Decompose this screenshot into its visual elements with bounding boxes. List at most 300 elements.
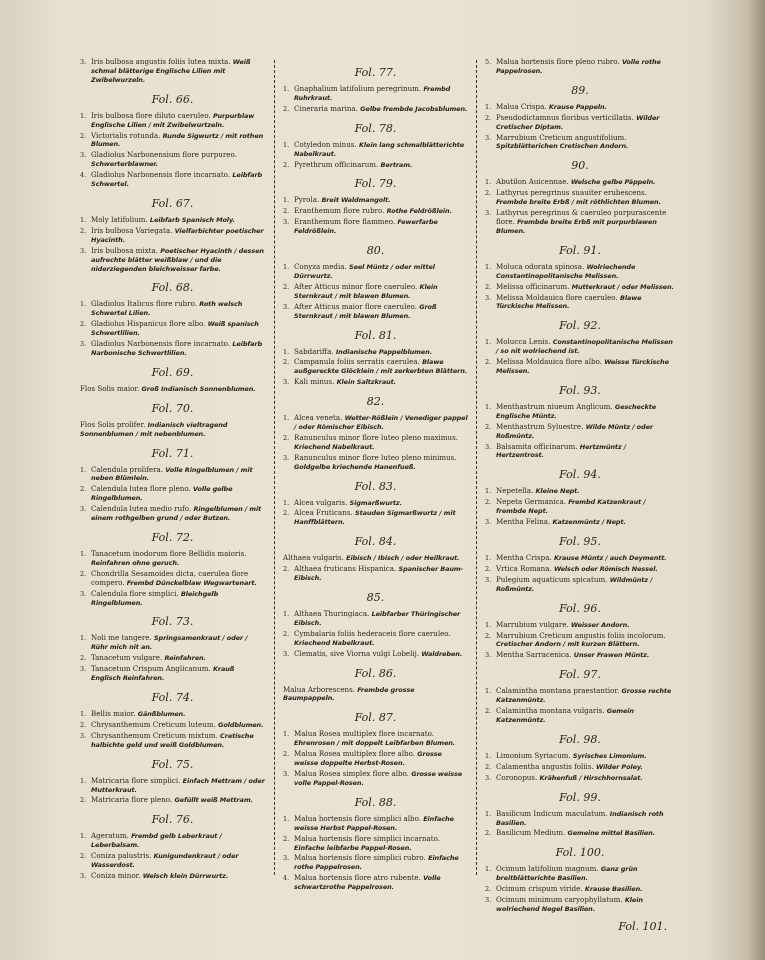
- plant-entry: [485, 209, 675, 236]
- folio-heading: Fol. 79.: [354, 177, 397, 191]
- column-1: [80, 58, 265, 883]
- column-2: [283, 58, 468, 894]
- folio-heading: Fol. 83.: [354, 479, 397, 493]
- plant-entry: [283, 730, 468, 748]
- folio-heading: Fol. 68.: [151, 281, 194, 295]
- page-edge-shadow: [747, 0, 765, 960]
- plant-entry: [80, 227, 265, 245]
- german-name: Weiß schmal blätterige Englische Lilien mit Zwibelwurzeln.: [91, 58, 251, 84]
- entry-number: 3.: [283, 302, 290, 311]
- plant-entry: [80, 710, 265, 719]
- latin-name: Calendula lutea flore pleno.: [91, 484, 194, 494]
- plant-entry: [80, 171, 265, 189]
- german-name: Cretische halbichte geld und weiß Goldblumen.: [91, 731, 254, 749]
- entry-number: 2.: [80, 654, 87, 663]
- plant-entry: [283, 630, 468, 648]
- latin-name: Basilicum Indicum maculatum.: [496, 808, 610, 818]
- entry-number: 3.: [283, 649, 290, 658]
- plant-entry: [80, 58, 265, 85]
- german-name: Krähenfuß / Hirschhornsalat.: [539, 773, 643, 782]
- latin-name: Melissa officinarum.: [496, 281, 572, 291]
- entry-number: 3.: [283, 769, 290, 778]
- entry-number: 1.: [283, 196, 290, 205]
- latin-name: Gladiolus Hispanicus flore albo.: [91, 319, 208, 329]
- entry-number: 3.: [283, 453, 290, 462]
- plant-entry: [485, 565, 675, 574]
- entry-number: 2.: [283, 565, 290, 574]
- german-name: Welsche gelbe Päppeln.: [570, 178, 656, 187]
- latin-name: Coniza palustris.: [91, 851, 154, 861]
- plant-entry: [283, 85, 468, 103]
- plant-entry: [80, 505, 265, 523]
- german-name: Stauden Sigmarßwurtz / mit Hanffblättern.: [294, 509, 456, 527]
- plant-entry: [283, 303, 468, 321]
- entry-number: 2.: [283, 629, 290, 638]
- plant-entry: [485, 283, 675, 292]
- plant-entry: [485, 498, 675, 516]
- plant-entry: [80, 216, 265, 225]
- entry-number: 1.: [283, 498, 290, 507]
- entry-number: 3.: [485, 518, 492, 527]
- latin-name: Clematis, sive Viorna vulgi Lobelij.: [294, 648, 422, 658]
- german-name: Klein lang schmalblätterichte Nabelkraut.: [294, 140, 465, 158]
- plant-entry: [80, 132, 265, 150]
- latin-name: Althaea fruticans Hispanica.: [294, 564, 399, 574]
- german-name: Frembd Dünckelblaw Wegwartenart.: [126, 578, 257, 587]
- entry-number: 1.: [485, 102, 492, 111]
- german-name: Roth welsch Schwertel Lilien.: [91, 300, 243, 318]
- plant-entry: [485, 134, 675, 152]
- latin-name: Campanula foliis serratis caerulea.: [294, 357, 423, 367]
- entry-number: 2.: [283, 358, 290, 367]
- entry-number: 2.: [485, 113, 492, 122]
- folio-heading: Fol. 87.: [354, 711, 397, 725]
- latin-name: Malua hortensis flore simplici albo.: [294, 813, 424, 823]
- latin-name: Melissa Moldauica flore albo.: [496, 357, 605, 367]
- german-name: Hertzmüntz / Hertzentrost.: [496, 442, 627, 460]
- folio-heading: Fol. 101.: [618, 919, 667, 933]
- german-name: Weiß spanisch Schwertlilien.: [91, 320, 259, 338]
- latin-name: Ocimum minimum caryophyllatum.: [496, 895, 625, 905]
- latin-name: Vrtica Romana.: [496, 563, 554, 573]
- german-name: Krause Müntz / auch Deymentt.: [553, 554, 667, 562]
- latin-name: Gladiolus Narbonensis flore incarnato.: [91, 170, 233, 180]
- plant-entry: [485, 263, 675, 281]
- entry-number: 1.: [485, 262, 492, 271]
- german-name: Reinfahren.: [164, 654, 206, 663]
- folio-heading: 85.: [366, 591, 385, 604]
- entry-number: 3.: [283, 218, 290, 227]
- folio-heading: Fol. 100.: [555, 846, 605, 860]
- entry-number: 2.: [283, 104, 290, 113]
- plant-entry: [283, 854, 468, 872]
- entry-number: 3.: [80, 151, 87, 160]
- latin-name: Pyrethrum officinarum.: [294, 159, 381, 169]
- plant-entry: [283, 105, 468, 114]
- entry-number: 3.: [80, 58, 87, 66]
- latin-name: Lathyrus peregrinus suauiter erubescens.: [496, 188, 647, 198]
- latin-name: Coniza minor.: [91, 870, 143, 880]
- german-name: Runde Sigwurtz / mit rothen Blumen.: [91, 131, 264, 149]
- folio-heading: Fol. 98.: [559, 732, 601, 746]
- german-name: Frembd Ruhrkraut.: [294, 85, 451, 102]
- german-name: Einfache leibfarbe Pappel-Rosen.: [294, 843, 412, 852]
- latin-name: Malua Rosea simplex flore albo.: [294, 768, 412, 778]
- latin-name: Chrysanthemum Creticum mixtum.: [91, 730, 221, 740]
- german-name: Spitzblätterichen Cretischen Andorn.: [496, 142, 629, 151]
- german-name: Groß Indianisch Sonnenblumen.: [141, 384, 256, 393]
- folio-heading: 82.: [366, 395, 385, 409]
- entry-number: 2.: [283, 433, 290, 442]
- latin-name: Mentha Crispa.: [496, 553, 554, 562]
- german-name: Goldblumen.: [218, 720, 264, 729]
- german-name: Constantinopolitanische Melissen / so nit wolriechend ist.: [496, 338, 673, 356]
- plant-entry: [283, 770, 468, 788]
- latin-name: Flos Solis prolifer.: [80, 419, 148, 429]
- plant-entry: [283, 414, 468, 432]
- plant-entry: [283, 196, 468, 205]
- entry-number: 1.: [283, 814, 290, 823]
- plant-entry: [485, 774, 675, 783]
- folio-heading: Fol. 88.: [354, 795, 397, 809]
- entry-number: 3.: [485, 896, 492, 905]
- german-name: Gescheckte Englische Müntz.: [496, 402, 657, 420]
- entry-number: 2.: [485, 631, 492, 640]
- german-name: Indianisch vieltragend Sonnenblumen / mit nebenblumen.: [80, 420, 228, 438]
- folio-heading: Fol. 95.: [559, 535, 601, 548]
- plant-entry: [80, 151, 265, 169]
- german-name: Klein Sternkraut / mit blawen Blumen.: [294, 282, 438, 300]
- entry-number: 2.: [80, 796, 87, 805]
- plant-entry: [80, 852, 265, 870]
- plant-entry: [485, 189, 675, 207]
- german-name: Gelbe frembde Jacobsblumen.: [360, 104, 468, 113]
- entry-number: 2.: [80, 720, 87, 729]
- german-name: Volle schwartzrothe Pappelrosen.: [294, 874, 441, 892]
- german-name: Volle Ringelblumen / mit neben Blümlein.: [91, 465, 253, 483]
- plant-entry: [485, 358, 675, 376]
- latin-name: Tanacetum vulgare.: [91, 653, 165, 663]
- german-name: Gefüllt weiß Mettram.: [174, 796, 253, 805]
- entry-number: 1.: [283, 347, 290, 356]
- latin-name: Coronopus.: [496, 772, 540, 782]
- plant-entry: [485, 621, 675, 630]
- latin-name: Calendula lutea medio rufo.: [91, 504, 194, 514]
- plant-entry: [485, 103, 675, 112]
- latin-name: Cymbalaria foliis hederaceis flore caeruleo.: [294, 628, 451, 638]
- entry-number: 2.: [80, 226, 87, 235]
- entry-number: 2.: [485, 829, 492, 838]
- entry-number: 3.: [485, 209, 492, 218]
- entry-number: 5.: [485, 58, 492, 66]
- entry-number: 1.: [283, 263, 290, 272]
- entry-number: 3.: [80, 871, 87, 880]
- plant-entry: [283, 554, 468, 563]
- german-name: Breit Waldmangolt.: [321, 196, 391, 205]
- german-name: Ringelblumen / mit einem rothgelben grund / oder Butzen.: [91, 505, 262, 523]
- latin-name: Malua hortensis flore simplici rubro.: [294, 853, 429, 863]
- folio-heading: 89.: [571, 83, 589, 97]
- latin-name: Malua Crispa.: [496, 101, 549, 111]
- german-name: Gemeine mittel Basilien.: [567, 829, 656, 838]
- german-name: Goldgelbe kriechende Hanenfueß.: [294, 462, 416, 471]
- latin-name: Pyrola.: [294, 195, 322, 205]
- latin-name: Calamintha montana vulgaris.: [496, 706, 607, 716]
- plant-entry: [485, 810, 675, 828]
- plant-entry: [485, 403, 675, 421]
- latin-name: Iris bulbosa flore diluto caeruleo.: [91, 110, 214, 120]
- plant-entry: [283, 499, 468, 508]
- entry-number: 3.: [485, 575, 492, 584]
- german-name: Ehrenrosen / mit doppelt Leibfarben Blumen.: [294, 739, 456, 748]
- german-name: Ganz grün breitblätterichte Basilien.: [496, 865, 638, 883]
- plant-entry: [283, 141, 468, 159]
- folio-heading: Fol. 66.: [151, 92, 194, 106]
- entry-number: 2.: [485, 422, 492, 431]
- folio-heading: Fol. 81.: [354, 328, 397, 342]
- plant-entry: [485, 338, 675, 356]
- entry-number: 2.: [485, 358, 492, 367]
- latin-name: Abutilon Auicennae.: [496, 177, 571, 187]
- plant-entry: [485, 651, 675, 660]
- german-name: Weisse Türckische Melissen.: [496, 358, 669, 376]
- entry-number: 2.: [485, 707, 492, 716]
- entry-number: 2.: [283, 834, 290, 843]
- latin-name: Iris bulbosa Variegata.: [91, 225, 175, 235]
- latin-name: Pseudodictamnus floribus verticillatis.: [496, 112, 637, 122]
- entry-number: 2.: [80, 852, 87, 861]
- latin-name: Balsamita officinarum.: [496, 441, 580, 451]
- entry-number: 1.: [485, 865, 492, 874]
- plant-entry: [283, 874, 468, 892]
- folio-heading: Fol. 76.: [151, 813, 194, 827]
- german-name: Gänßblumen.: [137, 709, 186, 718]
- latin-name: Noli me tangere.: [91, 633, 154, 643]
- entry-number: 1.: [283, 140, 290, 149]
- entry-number: 2.: [485, 282, 492, 291]
- latin-name: Tanacetum Crispum Anglicanum.: [91, 664, 213, 674]
- latin-name: Pulegium aquaticum spicatum.: [496, 574, 610, 584]
- folio-heading: Fol. 74.: [151, 690, 194, 704]
- plant-entry: [283, 283, 468, 301]
- latin-name: Gladiolus Italicus flore rubro.: [91, 299, 200, 309]
- german-name: Waldreben.: [421, 649, 463, 658]
- plant-entry: [80, 550, 265, 568]
- plant-entry: [485, 58, 675, 76]
- plant-entry: [283, 650, 468, 659]
- plant-entry: [80, 590, 265, 608]
- entry-number: 2.: [485, 498, 492, 507]
- german-name: Indianisch roth Basilien.: [496, 809, 664, 827]
- plant-entry: [283, 835, 468, 853]
- entry-number: 3.: [80, 340, 87, 349]
- entry-number: 3.: [485, 773, 492, 782]
- entry-number: 2.: [283, 750, 290, 759]
- latin-name: Basilicum Medium.: [496, 828, 568, 838]
- latin-name: Cotyledon minus.: [294, 139, 359, 149]
- entry-number: 3.: [80, 589, 87, 598]
- plant-entry: [485, 632, 675, 650]
- entry-number: 3.: [80, 505, 87, 514]
- german-name: Gemein Katzenmüntz.: [496, 707, 634, 724]
- entry-number: 3.: [80, 665, 87, 674]
- german-name: Frembd gelb Leberkraut / Leberbalsam.: [91, 832, 222, 850]
- german-name: Kunigundenkraut / oder Wasserdost.: [91, 852, 239, 870]
- plant-entry: [485, 443, 675, 461]
- entry-number: 1.: [80, 709, 87, 718]
- latin-name: Malua Arborescens.: [283, 684, 358, 694]
- latin-name: Kali minus.: [294, 377, 337, 387]
- german-name: Syrisches Limonium.: [572, 751, 647, 760]
- plant-entry: [80, 721, 265, 730]
- folio-heading: Fol. 99.: [559, 790, 601, 804]
- latin-name: Calendula flore simplici.: [91, 588, 181, 598]
- folio-heading: Fol. 69.: [151, 365, 194, 379]
- entry-number: 3.: [283, 378, 290, 387]
- latin-name: Marrubium Creticum angustifolium.: [496, 132, 627, 142]
- latin-name: Calamentha angustis foliis.: [496, 761, 596, 771]
- entry-number: 1.: [485, 620, 492, 629]
- german-name: Cretischer Andorn / mit kurzen Blättern.: [496, 640, 640, 649]
- german-name: Grosse weisse volle Pappel-Rosen.: [294, 769, 463, 787]
- plant-entry: [80, 340, 265, 358]
- entry-number: 2.: [485, 564, 492, 573]
- folio-heading: Fol. 72.: [151, 531, 194, 544]
- german-name: Grosse rechte Katzenmüntz.: [496, 687, 672, 705]
- latin-name: Flos Solis maior.: [80, 383, 142, 393]
- latin-name: Lathyrus peregrinus & caeruleo purpurascente flore.: [496, 208, 667, 226]
- german-name: Wilder Poley.: [595, 762, 643, 771]
- latin-name: Marrubium Creticum angustis foliis incolorum.: [496, 630, 666, 640]
- german-name: Kriechend Nabelkraut.: [294, 638, 375, 647]
- plant-entry: [485, 687, 675, 705]
- latin-name: Chrysanthemum Creticum luteum.: [91, 719, 219, 729]
- entry-number: 3.: [485, 442, 492, 451]
- entry-number: 3.: [485, 651, 492, 660]
- latin-name: Ocimum crispum viride.: [496, 884, 585, 894]
- latin-name: Calamintha montana praestantior.: [496, 686, 622, 696]
- entry-number: 1.: [283, 610, 290, 618]
- folio-heading: Fol. 77.: [354, 66, 397, 79]
- entry-number: 2.: [485, 189, 492, 198]
- plant-entry: [485, 487, 675, 496]
- latin-name: Moluca odorata spinosa.: [496, 261, 587, 271]
- german-name: Wilder Cretischer Diptam.: [496, 113, 660, 131]
- plant-entry: [283, 378, 468, 387]
- entry-number: 2.: [80, 320, 87, 329]
- latin-name: Nepeta Germanica.: [496, 497, 569, 507]
- plant-entry: [80, 732, 265, 750]
- german-name: Kleine Nept.: [535, 487, 580, 496]
- entry-number: 3.: [485, 293, 492, 302]
- latin-name: After Atticus maior flore caeruleo.: [294, 301, 420, 311]
- folio-heading: Fol. 84.: [354, 535, 397, 549]
- folio-heading: Fol. 96.: [559, 601, 601, 615]
- plant-entry: [485, 423, 675, 441]
- plant-entry: [80, 421, 265, 439]
- latin-name: Matricaria flore simplici.: [91, 775, 183, 785]
- german-name: Krause Pappeln.: [548, 102, 607, 111]
- plant-entry: [485, 752, 675, 761]
- folio-heading: Fol. 97.: [559, 668, 601, 682]
- entry-number: 2.: [283, 160, 290, 169]
- german-name: Welsch klein Dürrwurtz.: [142, 871, 229, 880]
- plant-entry: [80, 872, 265, 881]
- plant-entry: [80, 485, 265, 503]
- german-name: Eibisch / Ibisch / oder Heilkraut.: [346, 554, 460, 563]
- german-name: Einfach Mettram / oder Mutterkraut.: [91, 776, 265, 794]
- entry-number: 2.: [80, 569, 87, 578]
- plant-entry: [485, 865, 675, 883]
- german-name: Kriechend Nabelkraut.: [294, 442, 375, 451]
- german-name: Katzenmüntz / Nept.: [552, 518, 626, 527]
- latin-name: Iris bulbosa angustis foliis lutea mixta.: [91, 57, 233, 66]
- plant-entry: [80, 466, 265, 484]
- latin-name: Conyza media.: [294, 262, 349, 272]
- entry-number: 1.: [485, 554, 492, 562]
- german-name: Schwerterblawner.: [91, 160, 158, 169]
- folio-heading: Fol. 86.: [354, 666, 397, 680]
- plant-entry: [80, 320, 265, 338]
- latin-name: Moly latifolium.: [91, 214, 150, 224]
- latin-name: Matricaria flore pleno.: [91, 795, 175, 805]
- plant-entry: [283, 750, 468, 768]
- german-name: Purpurblaw Englische Lilien / mit Zwibelwurtzeln.: [91, 111, 255, 129]
- latin-name: Gladiolus Narbonensium flore purpureo.: [91, 150, 237, 160]
- column-rule-left: [274, 60, 275, 875]
- folio-heading: 80.: [366, 244, 385, 258]
- latin-name: Malua hortensis flore atro rubente.: [294, 873, 424, 883]
- plant-entry: [80, 777, 265, 795]
- german-name: Mutterkraut / oder Melissen.: [571, 282, 674, 291]
- german-name: Wildmüntz / Roßmüntz.: [496, 575, 653, 593]
- latin-name: Malua Rosea multiplex flore albo.: [294, 749, 418, 759]
- latin-name: Ranunculus minor flore luteo pleno minimus.: [294, 452, 457, 462]
- german-name: Wilde Müntz / oder Roßmüntz.: [496, 422, 654, 440]
- column-rule-right: [476, 60, 477, 875]
- german-name: Einfache weisse Herbst Pappel-Rosen.: [294, 814, 454, 832]
- latin-name: Mentha Felina.: [496, 517, 553, 527]
- plant-entry: [485, 707, 675, 725]
- plant-entry: [80, 570, 265, 588]
- entry-number: 1.: [80, 300, 87, 309]
- entry-number: 4.: [80, 171, 87, 180]
- plant-entry: [80, 796, 265, 805]
- folio-heading: Fol. 67.: [151, 196, 194, 210]
- german-name: Vielfarbichter poetischer Hyacinth.: [91, 226, 264, 244]
- latin-name: Calendula prolifera.: [91, 464, 166, 474]
- latin-name: Althaea Thuringiaca.: [294, 609, 372, 618]
- folio-heading: Fol. 78.: [354, 121, 397, 135]
- folio-heading: Fol. 71.: [151, 446, 194, 460]
- entry-number: 1.: [80, 550, 87, 558]
- plant-entry: [283, 358, 468, 376]
- entry-number: 2.: [80, 131, 87, 140]
- latin-name: After Atticus minor flore caeruleo.: [294, 281, 420, 291]
- latin-name: Alcea veneta.: [294, 413, 345, 423]
- entry-number: 2.: [80, 485, 87, 494]
- plant-entry: [80, 665, 265, 683]
- latin-name: Nepetella.: [496, 486, 536, 496]
- german-name: Frembde breite Erbß mit purpurblawen Blumen.: [496, 217, 657, 235]
- plant-entry: [283, 565, 468, 583]
- german-name: Leibfarb Spanisch Moly.: [149, 215, 235, 224]
- plant-entry: [80, 247, 265, 274]
- entry-number: 4.: [283, 874, 290, 883]
- german-name: Leibfarb Narbonische Schwertlilien.: [91, 340, 263, 357]
- german-name: Einfache rothe Pappelrosen.: [294, 854, 459, 872]
- plant-entry: [485, 554, 675, 563]
